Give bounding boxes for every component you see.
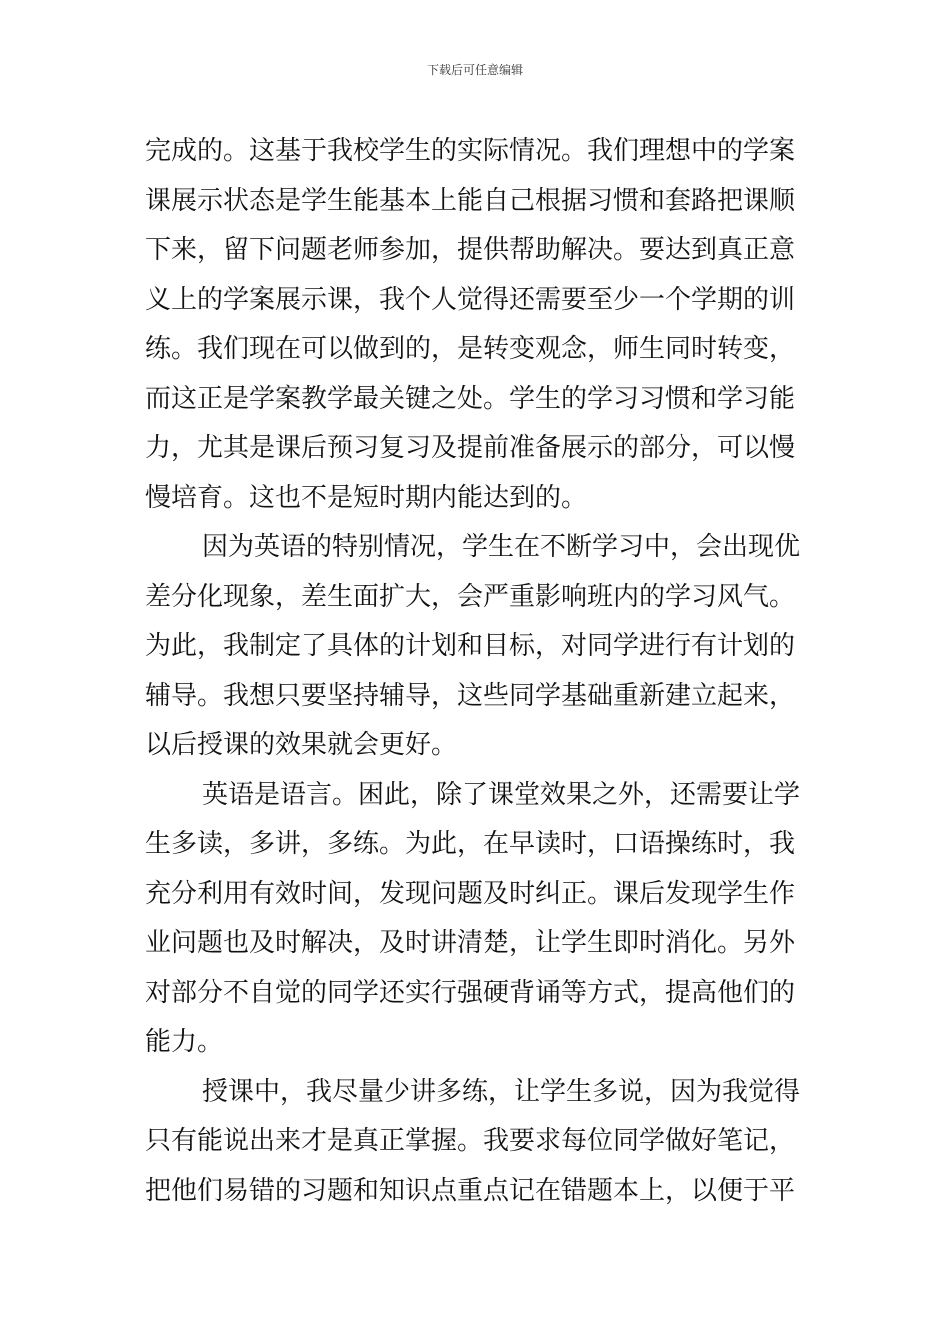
page-header: 下载后可任意编辑 xyxy=(426,63,523,77)
text-line: 以后授课的效果就会更好。 xyxy=(145,730,458,760)
text-line: 下来，留下问题老师参加，提供帮助解决。要达到真正意 xyxy=(145,235,796,265)
text-line: 慢培育。这也不是短时期内能达到的。 xyxy=(145,482,588,513)
text-line: 课展示状态是学生能基本上能自己根据习惯和套路把课顺 xyxy=(145,185,796,216)
text-line: 把他们易错的习题和知识点重点记在错题本上，以便于平 xyxy=(145,1175,796,1206)
text-line: 义上的学案展示课，我个人觉得还需要至少一个学期的训 xyxy=(145,284,796,315)
text-line: 力，尤其是课后预习复习及提前准备展示的部分，可以慢 xyxy=(145,433,796,463)
text-line: 辅导。我想只要坚持辅导，这些同学基础重新建立起来， xyxy=(145,680,796,711)
paragraph-first-line: 授课中，我尽量少讲多练，让学生多说，因为我觉得 xyxy=(202,1076,801,1107)
text-line: 练。我们现在可以做到的，是转变观念，师生同时转变， xyxy=(145,334,796,364)
text-line: 而这正是学案教学最关键之处。学生的学习习惯和学习能 xyxy=(145,383,796,414)
text-line: 为此，我制定了具体的计划和目标，对同学进行有计划的 xyxy=(145,631,796,661)
document-body xyxy=(145,127,806,1216)
text-line: 充分利用有效时间，发现问题及时纠正。课后发现学生作 xyxy=(145,878,796,909)
text-line: 生多读，多讲，多练。为此，在早读时，口语操练时，我 xyxy=(145,829,796,859)
paragraph-first-line: 因为英语的特别情况，学生在不断学习中，会出现优 xyxy=(202,532,801,562)
text-line: 完成的。这基于我校学生的实际情况。我们理想中的学案 xyxy=(145,136,796,166)
text-line: 只有能说出来才是真正掌握。我要求每位同学做好笔记， xyxy=(145,1126,796,1156)
text-line: 业问题也及时解决，及时讲清楚，让学生即时消化。另外 xyxy=(145,928,796,958)
text-line: 差分化现象，差生面扩大，会严重影响班内的学习风气。 xyxy=(145,581,796,612)
text-line: 能力。 xyxy=(145,1027,224,1057)
paragraph-first-line: 英语是语言。困此，除了课堂效果之外，还需要让学 xyxy=(202,779,801,810)
text-line: 对部分不自觉的同学还实行强硬背诵等方式，提高他们的 xyxy=(145,977,796,1008)
